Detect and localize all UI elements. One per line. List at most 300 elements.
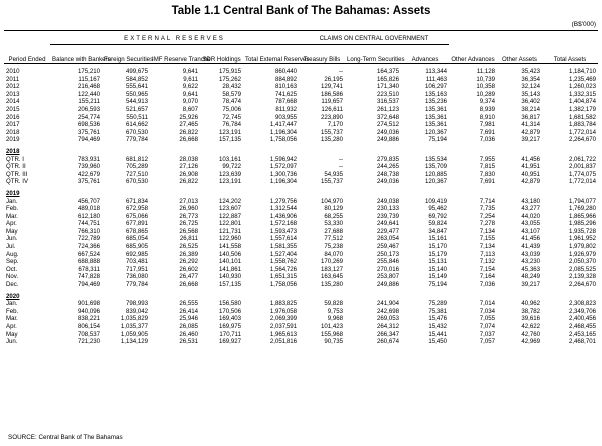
value-cell: 42,879 (521, 178, 540, 186)
value-cell: 10,289 (476, 90, 495, 98)
value-cell: 2,050,370 (568, 258, 597, 266)
column-header: Treasury Bills (299, 45, 345, 64)
value-cell: 135,534 (424, 155, 447, 163)
value-cell: 25,926 (179, 113, 198, 121)
value-cell: 206,593 (77, 105, 100, 113)
value-cell: 42,879 (521, 128, 540, 136)
value-cell: 261,123 (376, 105, 399, 113)
value-cell: 2,051,816 (269, 338, 297, 346)
value-cell: 15,140 (428, 265, 447, 273)
value-cell: 42,760 (521, 330, 540, 338)
value-cell: 7,055 (479, 315, 495, 323)
value-cell: 140,101 (218, 258, 241, 266)
value-cell: 7,036 (479, 136, 495, 144)
value-cell: 747,828 (77, 273, 100, 281)
value-cell: 135,280 (320, 281, 343, 289)
value-cell: 155,211 (78, 98, 100, 106)
value-cell: 7,036 (479, 281, 495, 289)
value-cell: 7,955 (479, 155, 495, 163)
column-header: Total Assets (542, 45, 598, 64)
value-cell: 1,260,023 (568, 83, 597, 91)
value-cell: 1,772,014 (568, 128, 597, 136)
value-cell: 783,931 (77, 155, 100, 163)
value-cell: 1,404,874 (568, 98, 597, 106)
value-cell: 1,557,614 (269, 235, 297, 243)
column-header: Advances (401, 45, 449, 64)
value-cell: 1,527,404 (269, 250, 297, 258)
value-cell: 1,196,304 (269, 178, 297, 186)
value-cell: 7,164 (479, 273, 495, 281)
period-cell: Apr. (6, 220, 17, 228)
value-cell: 2,264,670 (568, 136, 597, 144)
value-cell: 169,403 (218, 315, 241, 323)
value-cell: 223,890 (320, 113, 343, 121)
value-cell: 2,069,399 (269, 315, 297, 323)
value-cell: 7,981 (479, 121, 495, 129)
value-cell: 141,861 (218, 265, 241, 273)
value-cell: 27,126 (179, 163, 198, 171)
period-cell: Aug. (6, 250, 19, 258)
value-cell: 8,607 (182, 105, 198, 113)
value-cell: 241,904 (376, 300, 399, 308)
table-row (4, 136, 598, 144)
value-cell: 1,681,582 (568, 113, 597, 121)
value-cell: 171,340 (376, 83, 399, 91)
table-row (4, 171, 598, 179)
value-cell: 9,641 (182, 68, 198, 75)
value-cell: 2,139,328 (568, 273, 597, 281)
value-cell: 75,194 (428, 281, 447, 289)
value-cell: 555,641 (125, 83, 148, 91)
value-cell: 15,170 (428, 243, 447, 251)
value-cell: 811,932 (275, 105, 297, 113)
value-cell: 26,085 (179, 323, 198, 330)
value-cell: 2,061,722 (568, 155, 597, 163)
table-row (4, 338, 598, 346)
value-cell: 75,194 (428, 136, 447, 144)
column-header: SDR Holdings (200, 45, 243, 64)
value-cell: 249,038 (376, 197, 399, 205)
value-cell: 375,761 (77, 178, 100, 186)
value-cell: 9,611 (183, 75, 198, 83)
value-cell: 1,794,077 (568, 197, 597, 205)
column-header: Foreign Securities (102, 45, 150, 64)
value-cell: 544,913 (125, 98, 148, 106)
value-cell: 677,891 (125, 220, 148, 228)
table-row (4, 106, 598, 114)
table-header (4, 31, 598, 64)
value-cell: 26,460 (179, 330, 198, 338)
value-cell: 123,639 (218, 170, 241, 178)
value-cell: 2,264,670 (568, 281, 597, 289)
value-cell: 42,969 (521, 338, 540, 346)
period-cell: Jun. (6, 235, 18, 243)
period-cell: 2017 (6, 121, 20, 129)
value-cell: 38,214 (521, 105, 540, 113)
period-cell: Sep. (6, 258, 19, 266)
period-cell: May (6, 227, 18, 235)
value-cell: 123,607 (218, 205, 241, 213)
year-heading-row (4, 190, 598, 198)
value-cell: 2,453,165 (568, 330, 597, 338)
value-cell: 1,059,905 (120, 330, 148, 338)
year-heading-row (4, 148, 598, 156)
value-cell: 584,852 (125, 75, 148, 83)
period-cell: Mar. (6, 315, 18, 323)
value-cell: 155,737 (320, 128, 343, 136)
period-cell: Apr. (6, 323, 17, 330)
value-cell: 1,758,056 (269, 281, 297, 289)
value-cell: 249,641 (376, 220, 399, 228)
value-cell: 58,579 (222, 90, 241, 98)
table-row (4, 198, 598, 206)
value-cell: 135,709 (424, 163, 447, 171)
table-row (4, 243, 598, 251)
value-cell: 26,811 (179, 235, 198, 243)
external-reserves-group: EXTERNAL RESERVES (50, 33, 299, 45)
value-cell: 794,469 (77, 136, 100, 144)
table-row (4, 331, 598, 339)
value-cell: 456,707 (77, 197, 100, 205)
value-cell: 264,312 (376, 323, 399, 330)
table-row (4, 76, 598, 84)
value-cell: 41,456 (521, 235, 540, 243)
value-cell: 140,506 (218, 250, 241, 258)
value-cell: 101,423 (320, 323, 343, 330)
value-cell: 26,389 (179, 250, 198, 258)
value-cell: 26,525 (179, 243, 198, 251)
value-cell: 499,675 (125, 68, 148, 75)
value-cell: 766,310 (77, 227, 100, 235)
value-cell: 721,230 (77, 338, 100, 346)
value-cell: 667,524 (77, 250, 100, 258)
value-cell: 183,127 (320, 265, 343, 273)
value-cell: 1,961,952 (568, 235, 597, 243)
period-cell: 2019 (6, 136, 20, 144)
value-cell: 248,738 (376, 170, 399, 178)
value-cell: 26,414 (179, 307, 198, 315)
value-cell: 2,037,591 (269, 323, 297, 330)
value-cell: 7,037 (479, 330, 495, 338)
value-cell: 123,191 (218, 128, 241, 136)
value-cell: 26,960 (179, 205, 198, 213)
value-cell: 692,985 (125, 250, 148, 258)
value-cell: 54,935 (324, 170, 343, 178)
column-header: Long-Term Securities (345, 45, 401, 64)
value-cell: 1,965,613 (269, 330, 297, 338)
value-cell: 698,536 (77, 121, 100, 129)
table-row (4, 83, 598, 91)
value-cell: 121,731 (218, 227, 241, 235)
value-cell: 612,180 (77, 212, 100, 220)
value-cell: 1,769,280 (568, 205, 597, 213)
value-cell: -- (338, 155, 343, 163)
value-cell: 1,417,447 (269, 121, 297, 129)
value-cell: 7,830 (479, 170, 495, 178)
value-cell: 11,128 (476, 68, 495, 75)
value-cell: 1,035,829 (120, 315, 148, 323)
value-cell: 78,474 (222, 98, 241, 106)
table-row (4, 129, 598, 137)
value-cell: 1,985,296 (568, 220, 597, 228)
period-cell: Jan. (6, 300, 18, 308)
value-cell: 80,129 (324, 205, 343, 213)
value-cell: 36,817 (521, 113, 540, 121)
column-header: Other Advances (449, 45, 497, 64)
period-cell: 2014 (6, 98, 20, 106)
value-cell: 170,269 (320, 258, 343, 266)
value-cell: 7,074 (479, 323, 495, 330)
value-cell: 175,262 (218, 75, 241, 83)
value-cell: 787,668 (274, 98, 297, 106)
value-cell: 164,375 (376, 68, 399, 75)
period-cell: 2012 (6, 83, 20, 91)
value-cell: 223,510 (376, 90, 399, 98)
value-cell: 135,361 (424, 121, 447, 129)
value-cell: 40,962 (521, 300, 540, 308)
value-cell: 122,801 (218, 220, 241, 228)
value-cell: 249,886 (376, 136, 399, 144)
value-cell: 36,354 (521, 75, 540, 83)
value-cell: 1,651,315 (269, 273, 297, 281)
value-cell: 8,910 (479, 113, 495, 121)
value-cell: 1,865,966 (568, 212, 597, 220)
value-cell: 28,432 (222, 83, 241, 91)
table-row (4, 220, 598, 228)
value-cell: 279,835 (376, 155, 399, 163)
value-cell: 35,143 (521, 90, 540, 98)
period-cell: 2016 (6, 113, 20, 121)
value-cell: 744,751 (77, 220, 100, 228)
value-cell: 1,564,726 (269, 265, 297, 273)
table-row (4, 205, 598, 213)
value-cell: 860,440 (274, 68, 297, 75)
value-cell: 940,096 (77, 307, 100, 315)
table-row (4, 178, 598, 186)
value-cell: 1,184,710 (568, 68, 597, 75)
value-cell: 15,161 (428, 235, 447, 243)
value-cell: 266,347 (376, 330, 399, 338)
value-cell: 44,020 (521, 212, 540, 220)
value-cell: 40,951 (521, 170, 540, 178)
value-cell: 727,510 (125, 170, 148, 178)
value-cell: 38,782 (521, 307, 540, 315)
value-cell: 521,657 (125, 105, 148, 113)
value-cell: 1,596,942 (269, 155, 297, 163)
value-cell: 15,441 (428, 330, 447, 338)
value-cell: 736,080 (125, 273, 148, 281)
year-heading-row (4, 293, 598, 301)
value-cell: 7,134 (479, 243, 495, 251)
value-cell: 250,173 (376, 250, 399, 258)
value-cell: 15,179 (428, 250, 447, 258)
value-cell: 9,374 (479, 98, 495, 106)
value-cell: 550,511 (126, 113, 148, 121)
value-cell: 244,265 (376, 163, 399, 171)
value-cell: 794,469 (77, 281, 100, 289)
value-cell: 216,468 (77, 83, 100, 91)
value-cell: 39,217 (521, 136, 540, 144)
table-row (4, 156, 598, 164)
value-cell: 115,167 (78, 75, 100, 83)
value-cell: 838,221 (77, 315, 100, 323)
value-cell: 1,581,355 (269, 243, 297, 251)
value-cell: 104,970 (320, 197, 343, 205)
value-cell: 75,006 (222, 105, 241, 113)
value-cell: 779,784 (125, 281, 148, 289)
table-row (4, 323, 598, 331)
value-cell: 270,016 (376, 265, 399, 273)
value-cell: 1,772,014 (568, 178, 597, 186)
value-cell: 59,828 (324, 300, 343, 308)
value-cell: 1,572,097 (269, 163, 297, 171)
value-cell: 42,622 (521, 323, 540, 330)
value-cell: 724,366 (77, 243, 100, 251)
value-cell: 120,885 (424, 170, 447, 178)
value-cell: 1,883,784 (568, 121, 597, 129)
value-cell: 75,381 (428, 307, 447, 315)
value-cell: 129,741 (320, 83, 343, 91)
column-header: Other Assets (497, 45, 542, 64)
value-cell: 27,013 (179, 197, 198, 205)
value-cell: 1,935,728 (568, 227, 597, 235)
value-cell: 550,965 (125, 90, 148, 98)
value-cell: 1,235,469 (568, 75, 597, 83)
value-cell: 26,477 (179, 273, 198, 281)
value-cell: 685,054 (125, 235, 148, 243)
value-cell: 269,053 (376, 315, 399, 323)
value-cell: 1,976,058 (269, 307, 297, 315)
value-cell: 43,277 (521, 205, 540, 213)
value-cell: 59,824 (428, 220, 447, 228)
value-cell: 122,440 (77, 90, 100, 98)
period-cell: QTR. IV (6, 178, 29, 186)
value-cell: 678,865 (125, 227, 148, 235)
value-cell: 7,691 (479, 178, 495, 186)
value-cell: 7,691 (479, 128, 495, 136)
value-cell: 688,888 (77, 258, 100, 266)
value-cell: 141,558 (218, 243, 241, 251)
value-cell: 839,042 (125, 307, 148, 315)
year-heading: 2019 (6, 189, 20, 197)
value-cell: 685,905 (125, 243, 148, 251)
period-cell: 2013 (6, 90, 20, 98)
table-row (4, 163, 598, 171)
value-cell: 260,674 (376, 338, 399, 346)
value-cell: 186,586 (320, 90, 343, 98)
year-heading: 2020 (6, 292, 20, 300)
value-cell: 43,107 (521, 227, 540, 235)
value-cell: 249,886 (376, 281, 399, 289)
value-cell: 901,698 (77, 300, 100, 308)
value-cell: 163,645 (320, 273, 343, 281)
table-row (4, 300, 598, 308)
value-cell: 135,236 (424, 98, 447, 106)
table-row (4, 235, 598, 243)
value-cell: 15,432 (428, 323, 447, 330)
value-cell: 34,847 (428, 227, 447, 235)
table-row (4, 98, 598, 106)
claims-group: CLAIMS ON CENTRAL GOVERNMENT (299, 33, 449, 45)
value-cell: 26,531 (179, 338, 198, 346)
value-cell: 263,054 (376, 235, 399, 243)
period-cell: 2010 (6, 68, 20, 75)
value-cell: 170,506 (218, 307, 241, 315)
table-row (4, 258, 598, 266)
value-cell: 26,555 (179, 300, 198, 308)
value-cell: -- (338, 68, 343, 75)
table-row (4, 114, 598, 122)
value-cell: 7,113 (480, 250, 495, 258)
table-row (4, 68, 598, 76)
value-cell: 2,468,701 (568, 338, 597, 346)
value-cell: 120,367 (424, 178, 447, 186)
value-cell: 254,774 (77, 113, 100, 121)
value-cell: 7,132 (479, 258, 495, 266)
value-cell: 69,792 (428, 212, 447, 220)
value-cell: 249,036 (376, 128, 399, 136)
value-cell: 1,979,802 (568, 243, 597, 251)
value-cell: 165,826 (376, 75, 399, 83)
value-cell: 7,154 (479, 265, 495, 273)
value-cell: 7,034 (479, 307, 495, 315)
period-cell: Feb. (6, 307, 19, 315)
year-heading: 2018 (6, 147, 20, 155)
value-cell: 717,951 (125, 265, 148, 273)
value-cell: 25,946 (179, 315, 198, 323)
value-cell: 779,784 (125, 136, 148, 144)
value-cell: 9,622 (182, 83, 198, 91)
value-cell: 1,134,129 (120, 338, 148, 346)
value-cell: 708,537 (77, 330, 100, 338)
value-cell: 15,450 (428, 338, 447, 346)
period-cell: QTR. II (6, 163, 26, 171)
value-cell: 27,465 (179, 121, 198, 129)
table-row (4, 228, 598, 236)
value-cell: 32,124 (521, 83, 540, 91)
value-cell: 135,163 (424, 90, 447, 98)
table-body (4, 64, 598, 346)
value-cell: 2,308,823 (568, 300, 597, 308)
value-cell: 140,930 (218, 273, 241, 281)
value-cell: 26,773 (179, 212, 198, 220)
value-cell: 422,679 (77, 170, 100, 178)
value-cell: 26,602 (179, 265, 198, 273)
value-cell: 27,688 (324, 227, 343, 235)
value-cell: 175,915 (218, 68, 241, 75)
value-cell: 99,722 (222, 163, 241, 171)
value-cell: 120,367 (424, 128, 447, 136)
value-cell: 26,292 (179, 258, 198, 266)
value-cell: 1,035,377 (120, 323, 148, 330)
value-cell: 122,887 (218, 212, 241, 220)
value-cell: 119,657 (321, 98, 343, 106)
value-cell: 230,133 (376, 205, 399, 213)
column-header: Period Ended (4, 45, 50, 64)
value-cell: 9,641 (182, 90, 198, 98)
value-cell: 675,066 (125, 212, 148, 220)
value-cell: 249,036 (376, 178, 399, 186)
value-cell: 2,400,456 (568, 315, 597, 323)
value-cell: 239,739 (376, 212, 399, 220)
value-cell: 35,423 (521, 68, 540, 75)
value-cell: 106,297 (424, 83, 447, 91)
table-row (4, 121, 598, 129)
value-cell: 722,789 (77, 235, 100, 243)
table-row (4, 281, 598, 289)
source-note: SOURCE: Central Bank of The Bahamas (8, 434, 123, 441)
value-cell: 26,725 (179, 220, 198, 228)
